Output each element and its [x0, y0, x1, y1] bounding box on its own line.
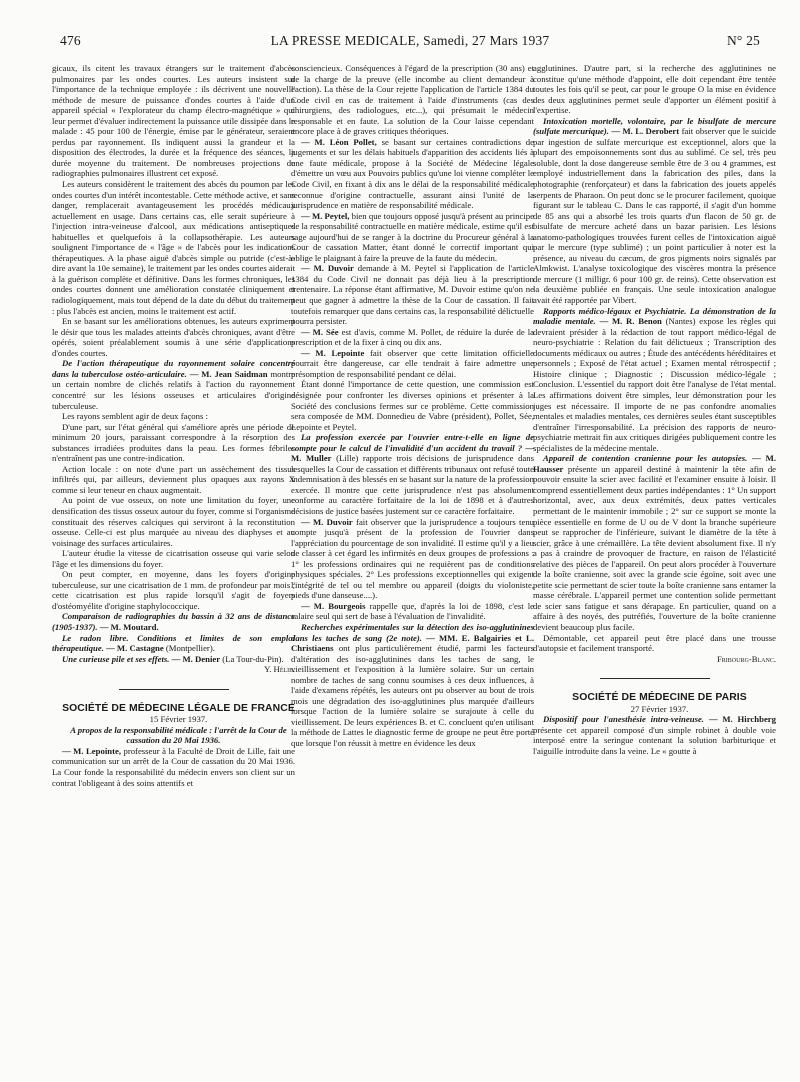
report-author: — M. Castagne [106, 643, 164, 654]
report-entry [291, 601, 534, 622]
report-author: — M. Bourgeois [301, 600, 366, 611]
report-entry [533, 714, 776, 756]
report-entry [533, 306, 776, 454]
report-author: — M. Léon Pollet, [301, 136, 377, 147]
report-text: demande à M. Peytel si l'application de l'article 1384 du Code Civil ne donnait pas déjà lieu à la prescription trentenaire. La réponse étant affirmative, M. Duvoir estime qu'on ne peut que gagner à admettre la thèse de la Cour de cassation. Il fait toutefois remarquer que dans certains cas, la responsabilité délictuelle pourra persister. [291, 263, 534, 327]
report-author: — M. R. Benon [599, 316, 662, 327]
report-text: est d'avis, comme M. Pollet, de réduire la durée de la prescription et de la fixer à cinq ou dix ans. [291, 326, 534, 348]
report-entry [291, 348, 534, 380]
report-author: — M. Lepointe [301, 347, 365, 358]
report-text: fait observer que cette limitation officielle pourrait être dangereuse, car elle tendrait à faire admettre une présomption de responsabilité pendant ce délai. [291, 347, 534, 379]
report-entry [291, 211, 534, 264]
report-author: — MM. E. Balgairies et L. Christiaens [291, 632, 534, 654]
report-title: De l'action thérapeutique du rayonnement solaire concentré dans la tuberculose ostéo-articulaire. [52, 358, 295, 379]
issue-number: N° 25 [726, 33, 760, 48]
report-entry [291, 327, 534, 348]
report-text: professeur à la Faculté de Droit de Lille, fait une communication sur un arrêt de la Cour de cassation du 20 Mai 1936. La Cour fonde la responsabilité du médecin envers son client sur un contrat l'obligeant à des soins attentifs et [52, 745, 295, 788]
report-author: — M. Hausser [533, 453, 776, 474]
subsection-title: A propos de la responsabilité médicale : l'arrêt de la Cour de cassation du 20 Mai 1936. [70, 724, 287, 746]
paragraph: Au point de vue osseux, on note une limitation du foyer, une densification des tissus osseux autour du foyer, comme si l'organisme constituait des réserves calciques qui serviront à la reconstitution osseuse. Celle-ci est plus marquée au niveau des diaphyses et au voisinage des surfaces articulaires. [52, 495, 295, 548]
column-1 [52, 63, 295, 1075]
column-2 [291, 63, 534, 1075]
report-author: — M. Jean Saidman [189, 368, 268, 379]
paragraph: Action locale : on note d'une part un assèchement des tissus infiltrés qui, par ailleurs, deviennent plus opaques aux rayons X comme si leur teneur en chaux augmentait. [52, 463, 295, 495]
report-author: — M. Hirchberg [708, 714, 776, 725]
report-title: Recherches expérimentales sur la détection des iso-agglutinines dans les taches de sang (2e note). [291, 621, 534, 643]
report-text: fait observer que le suicide par ingestion de sulfate mercurique est exceptionnel, alors que la plupart des empoisonnements sont dus au sublimé. Ce sel, très peu soluble, dont la dose dangereuse semble être de 3 ou 4 grammes, est employé industriellement dans la fabrication des piles, dans la photographie (renforçateur) et dans la fabrication des jouets appelés serpents de Pharaon. On peut donc se le procurer facilement, quoique figurant sur le tableau C. Dans le cas rapporté, il s'agit d'un homme de 85 ans qui a absorbé les trois quarts d'un flacon de 50 gr. de bisulfate de mercure acheté dans un bazar parisien. Les lésions anatomo-pathologiques trouvées furent celles de l'intoxication aiguë par le mercure (type sublimé) ; un point particulier à noter est la présence, au niveau du cæcum, de gros pigments noirs signalés par Almkwist. L'analyse toxicologique des viscères montra la présence de mercure (1 milligr. 6 pour 100 gr. de reins). Cette observation est la deuxième publiée en français. Une seule intoxication analogue avait été rapportée par Vibert. [533, 126, 776, 306]
report-text: présente cet appareil composé d'un simple robinet à double voie interposé entre la seringue contenant la solution barbiturique et l'aiguille introduite dans la veine. Le « goutte à [533, 724, 776, 756]
section-divider [119, 689, 229, 690]
report-author: — M. Denier [171, 653, 221, 664]
report-author: — M. Duvoir [301, 263, 354, 274]
report-entry [291, 137, 534, 211]
section-title: SOCIÉTÉ DE MÉDECINE LÉGALE DE FRANCE [62, 702, 295, 714]
paragraph: En se basant sur les améliorations obtenues, les auteurs expriment le désir que tous les malades atteints d'abcès chroniques, avant d'être opérés, soient préalablement soumis à une série d'applications d'ondes courtes. [52, 316, 295, 358]
report-text: (Nantes) expose les règles qui devraient présider à la rédaction de tout rapport médico-légal de neuro-psychiatrie : Relation du fait délictueux ; Transcription des documents médicaux ou autres ; Étude des antécédents héréditaires et personnels ; Exposé de l'état actuel ; Examen mental rétrospectif ; Histoire clinique ; Diagnostic ; Discussion médico-légale ; Conclusion. L'essentiel du rapport doit être l'analyse de l'état mental. Les affirmations doivent être simples, leur démonstration pour les juges est nécessaire. Il importe de ne pas confondre anomalies mentales et maladies mentales, ces dernières seules étant susceptibles d'entraîner l'irresponsabilité. La précision des rapports de neuro-psychiatrie mettrait fin aux critiques dirigées publiquement contre les spécialistes de la médecine mentale. [533, 316, 776, 453]
report-author: — M. Peytel, [301, 210, 350, 221]
report-entry [533, 453, 776, 632]
paragraph: L'auteur étudie la vitesse de cicatrisation osseuse qui varie selon l'âge et les dimensions du foyer. [52, 548, 295, 569]
report-author: — M. L. Derobert [611, 126, 680, 137]
paragraph: Les rayons semblent agir de deux façons : [62, 411, 208, 422]
paragraph: Les auteurs considèrent le traitement des abcès du poumon par les ondes courtes d'un intérêt incontestable. Cette méthode active, et sans danger, remplacerait avantageusement les procédés médicaux actuellement en usage. Dans certains cas, elle serait supérieure à l'injection intra-veineuse d'alcool, aux médications antiseptiques habituelles et quelquefois à la collapsothérapie. Les auteurs soulignent l'importance de « l'âge » de l'abcès pour les indications thérapeutiques. A la phase aiguë d'abcès simple ou putride (c'est-à-dire avant la 10e semaine), le traitement par les ondes courtes aiderait à la guérison complète et définitive. Dans les formes chroniques, les ondes courtes donnent une amélioration constatée cliniquement et radiologiquement, mais tout dépend de la date du début du traitement : plus l'abcès est ancien, moins le traitement est actif. [52, 179, 295, 316]
report-title: Comparaison de radiographies du bassin à 32 ans de distance (1905-1937). [52, 611, 295, 632]
report-text: présente un appareil destiné à maintenir la tête afin de pouvoir ensuite la scier avec facilité et l'examiner ensuite à loisir. Il comprend essentiellement deux parties indépendantes : 1° Un support horizontal, avec, aux deux extrémités, deux pattes verticales permettant de le maintenir immobile ; 2° sur ce support se monte la pièce essentielle en forme de U ou de V dont la branche supérieure peut se rapprocher de l'inférieure, suivant le diamètre de la tête à scier, grâce à une crémaillère. La tête devient absolument fixe. Il n'y a pas à craindre de provoquer de fracture, en raison de l'élasticité relative des pièces de l'appareil. On peut alors procéder à l'ouverture de la boîte cranienne, soit avec la grande scie égoïne, soit avec une petite scie permettant de scier toute la boîte cranienne sans entamer la masse cérébrale. L'appareil permet une contention solide permettant de scier sans fatigue et sans dérapage. En particulier, quand on a affaire à des noyés, des putréfiés, l'ouverture de la boîte cranienne devient beaucoup plus facile. [533, 463, 776, 632]
report-author: — M. Duvoir [301, 516, 353, 527]
signature-name: Y. Hélie. [264, 664, 295, 675]
report-text: fait observer que la jurisprudence a toujours tenu compte jusqu'à présent de la profession de l'ouvrier dans l'appréciation du pourcentage de son invalidité. Il estime qu'il y a lieu de classer à cet égard les infirmités en deux groupes de professions : 1° les professions ordinaires qui ne requièrent pas de conditions physiques spéciales. 2° Les professions exceptionnelles qui exigent l'intégrité de tel ou tel membre ou appareil (doigts du violoniste, pieds d'une danseuse....). [291, 516, 534, 601]
report-title: Dispositif pour l'anesthésie intra-veineuse. [543, 714, 704, 725]
report-author: — M. Moutard. [99, 621, 159, 632]
paragraph: gicaux, ils citent les travaux étrangers sur le traitement d'abcès pulmonaires par les ondes courtes. Les auteurs insistent sur l'importance de la technique employée : ils décrivent une nouvelle méthode de mesure de puissance d'ondes courtes à l'aide d'un appareil spécial « l'explorateur du champ électro-magnétique » qui leur permet d'évaluer indirectement la puissance utile dissipée dans le malade : 45 pour 100 de l'énergie, émise par le générateur, seraient perdus par rayonnement. Ils indiquent aussi la grandeur et la disposition des électrodes, la durée et la fréquence des séances, la durée moyenne du traitement. De nombreuses projections de radiographies pulmonaires illustrent cet exposé. [52, 63, 295, 179]
report-entry [291, 517, 534, 601]
signature [52, 664, 295, 675]
report-text: bien que toujours opposé jusqu'à présent au principe de la responsabilité contractuelle en matière médicale, estime qu'il est sage aujourd'hui de se ranger à la doctrine du Procureur général à la Cour de cassation Matter, étant donné le correctif important qui oblige le plaignant à faire la preuve de la faute du médecin. [291, 210, 534, 263]
section-date: 15 Février 1937. [149, 714, 208, 725]
paragraph: D'une part, sur l'état général qui s'améliore après une période de minimum 20 jours, paraissant correspondre à la résorption des substances irradiées produites dans la peau. Les formes fébriles n'entraînent pas une contre-indication. [52, 421, 295, 464]
report-text: (Montpellier). [165, 643, 215, 654]
report-author: — M. Lepointe, [62, 745, 121, 756]
page-header [60, 33, 760, 51]
report-entry [52, 611, 295, 632]
page-number: 476 [60, 33, 81, 48]
section-title: SOCIÉTÉ DE MÉDECINE DE PARIS [572, 692, 747, 704]
section-date: 27 Février 1937. [630, 703, 689, 714]
report-text: ont plus particulièrement étudié, parmi les facteurs d'altération des iso-agglutinines dans les taches de sang, le vieillissement et l'exposition à la lumière solaire. Sur un certain nombre de taches de sang connu soumises à ces deux influences, à l'aide d'examens répétés, les auteurs ont pu observer au bout de trois mois une dégradation des iso-agglutinines plus marquée d'ailleurs lorsque l'action de la lumière solaire se surajoute à celle du vieillissement. De leurs expériences B. et C. concluent qu'en utilisant la méthode de Lattes le diagnostic ferme de groupe ne peut être porté que lorsque l'on réussit à mettre en évidence les deux [291, 643, 534, 748]
report-entry [533, 116, 776, 306]
report-text: rappelle que, d'après la loi de 1898, c'est le salaire seul qui sert de base à l'évaluation de l'invalidité. [291, 600, 534, 622]
paragraph: On peut compter, en moyenne, dans les foyers d'origine tuberculeuse, sur une cicatrisation de 1 mm. de profondeur par mois ; cette cicatrisation est plus rapide lorsqu'il s'agit de foyers d'ostéomyélite d'origine staphylococcique. [52, 569, 295, 611]
paragraph: consciencieux. Conséquences à l'égard de la prescription (30 ans) et de la charge de la preuve (elle incombe au client demandeur à l'action). La thèse de la Cour rejette l'application de l'article 1384 du Code civil en cas de traitement à l'aide d'instruments (cas des chirurgiens, des radiologues, etc...), qui présumait le médecin responsable et en faute. La solution de la Cour laisse cependant encore place à de graves critiques théoriques. [291, 63, 534, 137]
report-title: Rapports médico-légaux et Psychiatrie. La démonstration de la maladie mentale. [533, 305, 776, 327]
report-author: — M. Muller [291, 442, 534, 464]
report-entry [52, 358, 295, 411]
report-entry [291, 622, 534, 749]
report-entry [291, 432, 534, 516]
report-title: Le radon libre. Conditions et limites de son emploi thérapeutique. [52, 632, 295, 654]
report-title: Une curieuse pile et ses effets. [62, 653, 170, 664]
report-text: (Lille) rapporte trois décisions de jurisprudence dans lesquelles la Cour de cassation et différents tribunaux ont refusé toute indemnisation à des blessés en se basant sur la nature de la profession exercée. Il montre que cette jurisprudence n'est pas absolument conforme au caractère forfaitaire de la loi de 1898 et à d'autres décisions de justice basées justement sur ce caractère forfaitaire. [291, 453, 534, 516]
report-author: — M. Sée [301, 326, 339, 337]
paragraph: Démontable, cet appareil peut être placé dans une trousse d'autopsie et facilement transporté. [533, 632, 776, 654]
paragraph: Étant donné l'importance de cette question, une commission est désignée pour confronter les diverses opinions et présenter à la Société des conclusions fermes sur ce problème. Cette commission sera composée de MM. Donnedieu de Vabre (président), Pollet, Sée, Lepointe et Peytel. [291, 379, 534, 432]
report-entry [291, 263, 534, 326]
paragraph: agglutinines. D'autre part, si la recherche des agglutinines ne constitue qu'une méthode d'appoint, elle doit cependant être tentée toutes les fois qu'il se peut, car pour le groupe O la mise en évidence des deux agglutinines permet seule d'apporter un élément positif à l'expertise. [533, 63, 776, 116]
report-title: Appareil de contention cranienne pour les autopsies. [543, 453, 748, 464]
signature-name: Fribourg-Blanc. [716, 653, 776, 664]
journal-title: LA PRESSE MEDICALE, Samedi, 27 Mars 1937 [270, 33, 550, 48]
column-3 [533, 63, 776, 1075]
report-entry [52, 633, 295, 654]
report-title: Intoxication mortelle, volontaire, par le bisulfate de mercure (sulfate mercurique). [533, 115, 776, 137]
report-entry [52, 654, 295, 665]
report-text: montre un certain nombre de clichés relatifs à l'action du rayonnement concentré sur les lésions osseuses et articulaires d'origine tuberculeuse. [52, 368, 295, 411]
report-text: (La Tour-du-Pin). [222, 653, 284, 664]
section-divider [600, 678, 710, 679]
report-text: se basant sur certaines contradictions de jugements et sur les délais habituels d'apparition des accidents liés à une faute médicale, propose à la Société de Médecine légale d'émettre un vœu aux Pouvoirs publics qu'une loi vienne compléter le Code Civil, en fixant à dix ans le délai de la responsabilité médicale reconnue d'origine contractuelle, assurant ainsi l'unité de la jurisprudence en matière de responsabilité médicale. [291, 136, 534, 211]
report-entry [52, 746, 295, 788]
report-title: La profession exercée par l'ouvrier entre-t-elle en ligne de compte pour le calcul de l'invalidité d'un accident du travail ? [291, 432, 534, 453]
signature [533, 654, 776, 665]
